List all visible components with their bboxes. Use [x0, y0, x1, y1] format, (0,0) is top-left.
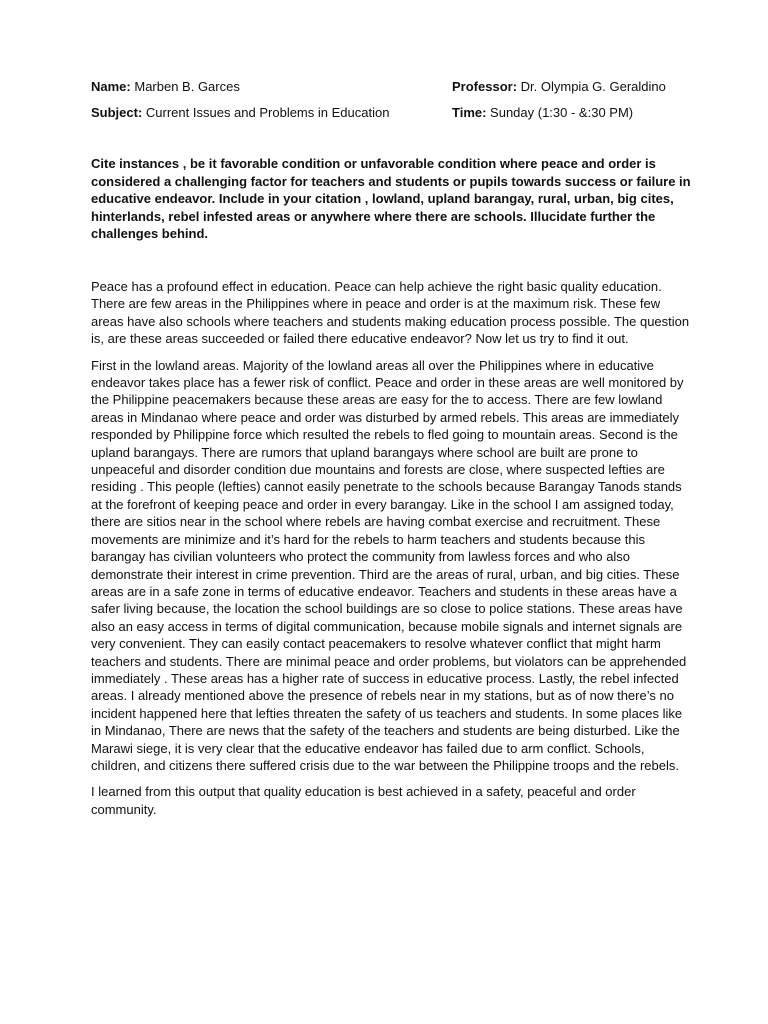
time-value: Sunday (1:30 - &:30 PM) — [486, 105, 634, 120]
time-label: Time: — [452, 105, 487, 120]
time-field — [452, 105, 633, 121]
professor-value: Dr. Olympia G. Geraldino — [517, 79, 666, 94]
name-value: Marben B. Garces — [130, 79, 240, 94]
essay-paragraph-conclusion: I learned from this output that quality education is best achieved in a safety, peaceful and order community. — [91, 784, 636, 817]
essay-body — [91, 278, 691, 827]
name-label: Name: — [91, 79, 131, 94]
essay-paragraph-main: First in the lowland areas. Majority of the lowland areas all over the Philippines where in educative endeavor takes place has a fewer risk of conflict. Peace and order in these areas are well monitored by the Philippine peacemakers because these areas are easy for the to access. There are few lowland areas in Mindanao where peace and order was disturbed by armed rebels. This areas are immediately responded by Philippine force which resulted the rebels to fled going to mountain areas. Second is the upland barangays. There are rumors that upland barangays where school are built are prone to unpeaceful and disorder condition due mountains and forests are close, where suspected lefties are residing . This people (lefties) cannot easily penetrate to the schools because Barangay Tanods stands at the forefront of keeping peace and order in every barangay. Like in the school I am assigned today, there are sitios near in the school where rebels are having combat exercise and recruitment. These movements are minimize and it’s hard for the rebels to harm teachers and students because this barangay has civilian volunteers who protect the community from lawless forces and who also demonstrate their interest in crime prevention. Third are the areas of rural, urban, and big cities. These areas are in a safe zone in terms of educative endeavor. Teachers and students in these areas have a safer living because, the location the school buildings are so close to police stations. These areas have also an easy access in terms of digital communication, because mobile signals and internet signals are very convenient. They can easily contact peacemakers to resolve whatever conflict that might harm teachers and students. There are minimal peace and order problems, but violators can be apprehended immediately . These areas has a higher rate of success in educative process. Lastly, the rebel infected areas. I already mentioned above the presence of rebels near in my stations, but as of now there’s no incident happened here that lefties threaten the safety of us teachers and students. In some places like in Mindanao, There are news that the safety of the teachers and students are being disturbed. Like the Marawi siege, it is very clear that the educative endeavor has failed due to arm conflict. Schools, children, and citizens there suffered crisis due to the war between the Philippine troops and the rebels. — [91, 357, 687, 773]
essay-paragraph-intro: Peace has a profound effect in education. Peace can help achieve the right basic quality education. There are few areas in the Philippines where in peace and order is at the maximum risk. These few areas have also schools where teachers and students making education process possible. The question is, are these areas succeeded or failed there educative endeavor? Now let us try to find it out. — [91, 279, 690, 347]
professor-field — [452, 79, 666, 95]
subject-label: Subject: — [91, 105, 143, 120]
professor-label: Professor: — [452, 79, 518, 94]
name-field — [91, 79, 240, 95]
subject-field — [91, 105, 389, 121]
subject-value: Current Issues and Problems in Education — [142, 105, 390, 120]
assignment-question: Cite instances , be it favorable condition or unfavorable condition where peace and order is considered a challenging factor for teachers and students or pupils towards success or failure in educative endeavor. Include in your citation , lowland, upland barangay, rural, urban, big cites, hinterlands, rebel infested areas or anywhere where there are schools. Illucidate further the challenges behind. — [91, 156, 691, 241]
